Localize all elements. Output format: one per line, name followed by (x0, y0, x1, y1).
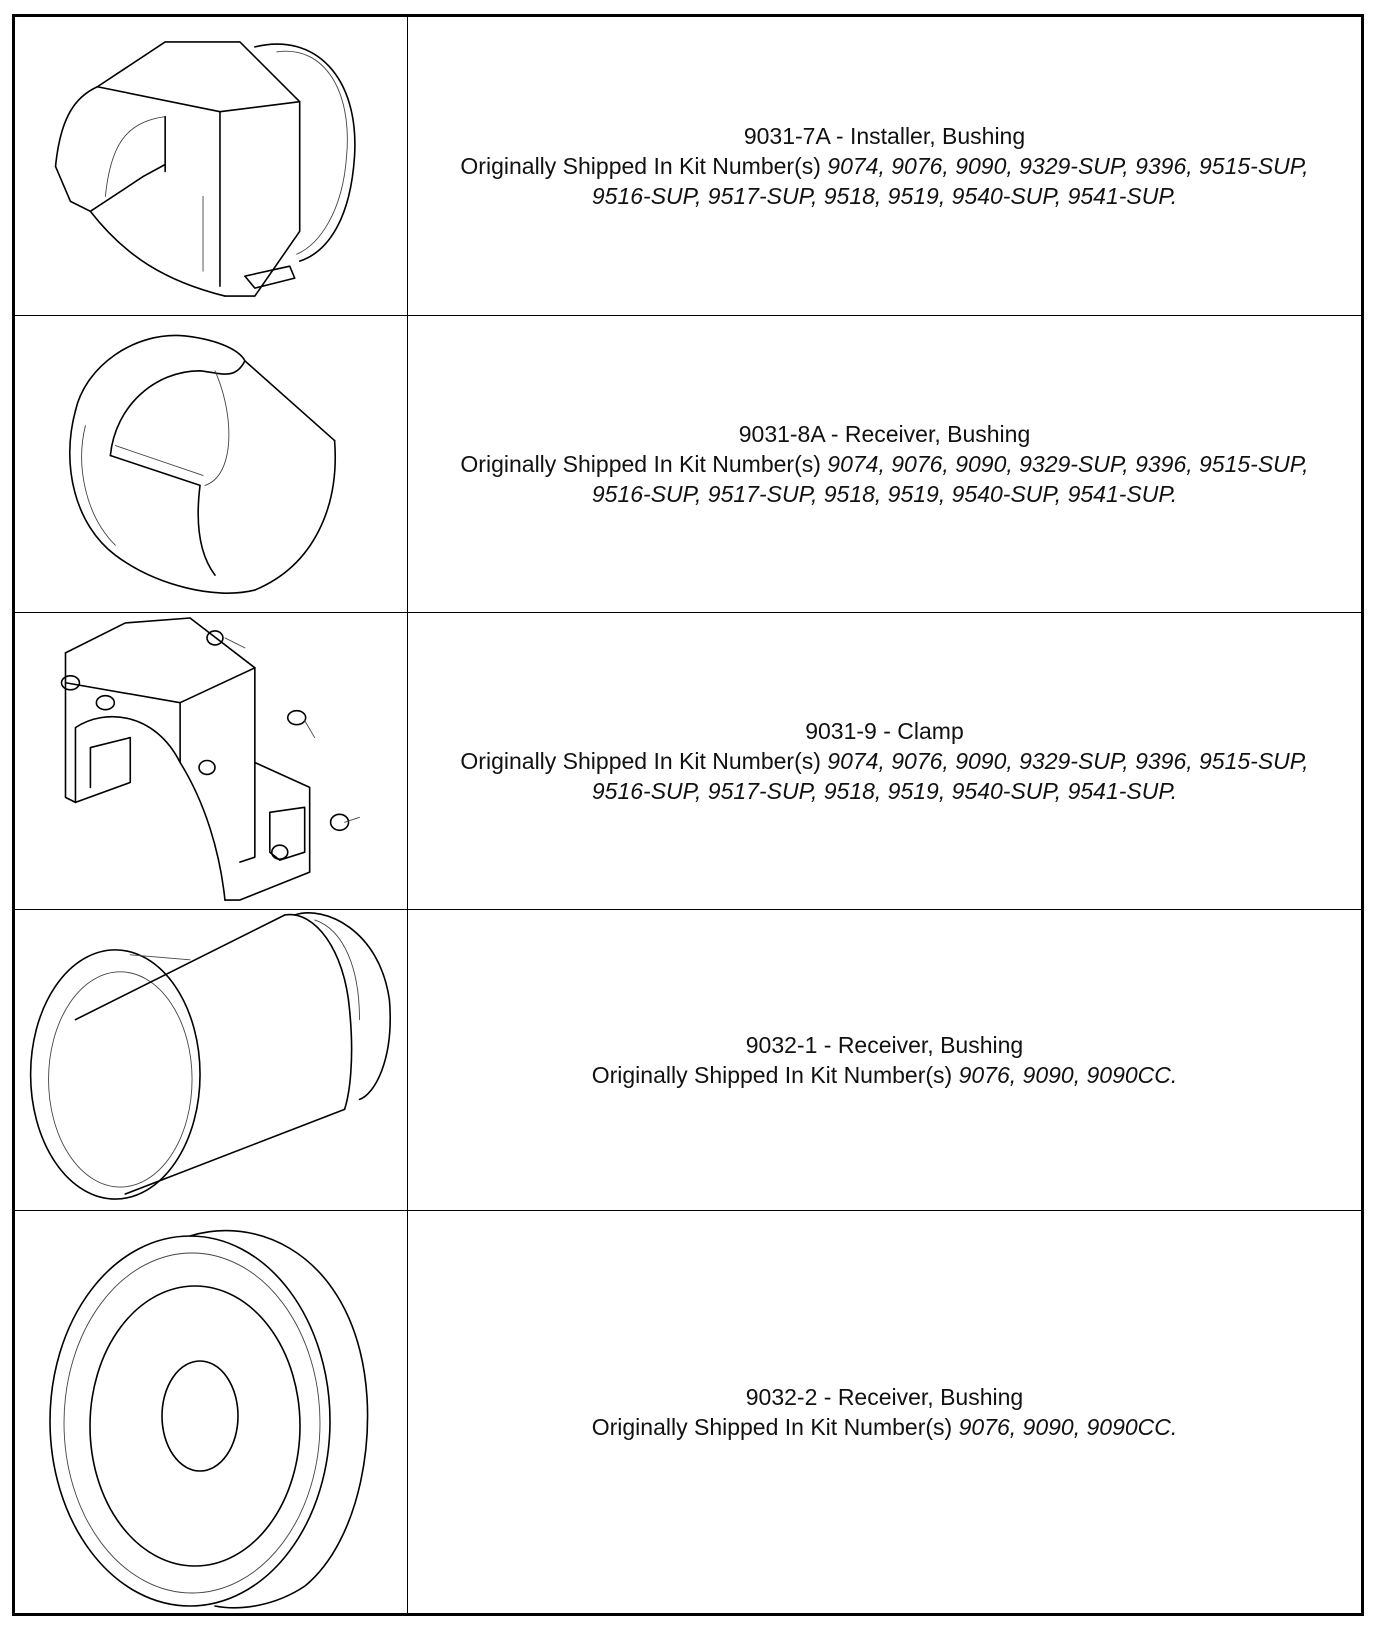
kit-prefix: Originally Shipped In Kit Number(s) (460, 153, 828, 179)
clamp-drawing (15, 613, 408, 909)
illustration-cell (15, 1211, 408, 1613)
illustration-cell (15, 613, 408, 909)
kit-numbers-cont: 9516-SUP, 9517-SUP, 9518, 9519, 9540-SUP, 9541-SUP. (591, 778, 1178, 804)
kit-prefix: Originally Shipped In Kit Number(s) (591, 1062, 959, 1088)
tool-row (15, 910, 1361, 1211)
tool-title: 9031-9 - Clamp (805, 718, 964, 744)
kit-numbers: 9074, 9076, 9090, 9329-SUP, 9396, 9515-SUP, (827, 153, 1309, 179)
bushing-installer-drawing (15, 17, 408, 315)
cylindrical-receiver-drawing (15, 910, 408, 1210)
description-cell (408, 910, 1361, 1210)
kit-numbers: 9074, 9076, 9090, 9329-SUP, 9396, 9515-SUP, (827, 451, 1309, 477)
kit-numbers: 9074, 9076, 9090, 9329-SUP, 9396, 9515-SUP, (827, 748, 1309, 774)
illustration-cell (15, 17, 408, 315)
tool-row (15, 1211, 1361, 1613)
tool-title: 9032-1 - Receiver, Bushing (745, 1032, 1024, 1058)
tool-table (12, 14, 1364, 1616)
kit-numbers: 9076, 9090, 9090CC. (958, 1062, 1178, 1088)
kit-prefix: Originally Shipped In Kit Number(s) (591, 1414, 959, 1440)
tool-title: 9031-7A - Installer, Bushing (743, 123, 1026, 149)
kit-numbers-cont: 9516-SUP, 9517-SUP, 9518, 9519, 9540-SUP, 9541-SUP. (591, 183, 1178, 209)
tool-title: 9032-2 - Receiver, Bushing (745, 1384, 1024, 1410)
description-cell (408, 316, 1361, 612)
kit-numbers: 9076, 9090, 9090CC. (958, 1414, 1178, 1440)
disc-receiver-drawing (15, 1211, 408, 1613)
tool-row (15, 613, 1361, 910)
tool-title: 9031-8A - Receiver, Bushing (738, 421, 1031, 447)
tool-row (15, 316, 1361, 613)
illustration-cell (15, 910, 408, 1210)
description-cell (408, 1211, 1361, 1613)
description-cell (408, 613, 1361, 909)
description-cell (408, 17, 1361, 315)
kit-numbers-cont: 9516-SUP, 9517-SUP, 9518, 9519, 9540-SUP, 9541-SUP. (591, 481, 1178, 507)
illustration-cell (15, 316, 408, 612)
bushing-receiver-drawing (15, 316, 408, 612)
kit-prefix: Originally Shipped In Kit Number(s) (460, 748, 828, 774)
tool-row (15, 17, 1361, 316)
kit-prefix: Originally Shipped In Kit Number(s) (460, 451, 828, 477)
